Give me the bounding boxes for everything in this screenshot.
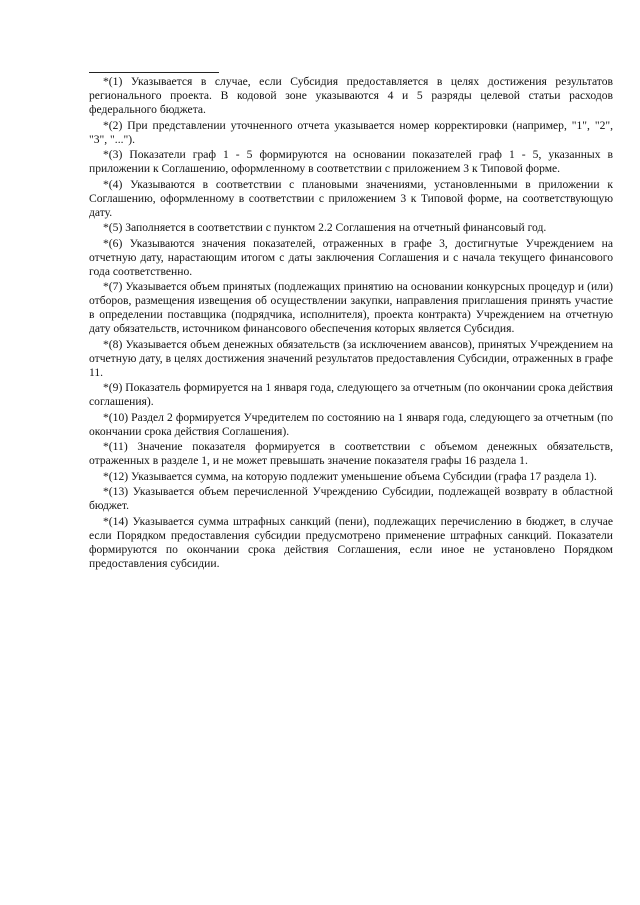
footnote-4: *(4) Указываются в соответствии с плановыми значениями, установленными в приложении к Соглашению, оформленному в соответствии с приложением 3 к Типовой форме, на соответствующую дату. xyxy=(89,177,613,219)
footnotes-section xyxy=(89,72,613,572)
footnotes-list xyxy=(89,75,613,571)
footnote-6: *(6) Указываются значения показателей, отраженных в графе 3, достигнутые Учреждением на отчетную дату, нарастающим итогом с даты заключения Соглашения и с начала текущего финансового года соответственно. xyxy=(89,236,613,278)
footnote-12: *(12) Указывается сумма, на которую подлежит уменьшение объема Субсидии (графа 17 раздела 1). xyxy=(103,469,597,483)
footnote-2: *(2) При представлении уточненного отчета указывается номер корректировки (например, "1", "2", "3", "..."). xyxy=(89,118,613,146)
footnote-1: *(1) Указывается в случае, если Субсидия предоставляется в целях достижения результатов регионального проекта. В кодовой зоне указываются 4 и 5 разряды целевой статьи расходов федерального бюджета. xyxy=(89,75,613,116)
footnote-14: *(14) Указывается сумма штрафных санкций (пени), подлежащих перечислению в бюджет, в случае если Порядком предоставления субсидии предусмотрено применение штрафных санкций. Показатели формируются по окончании срока действия Соглашения, если иное не установлено Порядком предоставления субсидии. xyxy=(89,514,613,570)
footnote-13: *(13) Указывается объем перечисленной Учреждению Субсидии, подлежащей возврату в областной бюджет. xyxy=(89,485,613,512)
footnote-3: *(3) Показатели граф 1 - 5 формируются на основании показателей граф 1 - 5, указанных в приложении к Соглашению, оформленному в соответствии с приложением 3 к Типовой форме. xyxy=(89,148,613,175)
footnote-8: *(8) Указывается объем денежных обязательств (за исключением авансов), принятых Учреждением на отчетную дату, в целях достижения значений результатов предоставления Субсидии, отраженных в графе 11. xyxy=(89,337,613,379)
footnote-10: *(10) Раздел 2 формируется Учредителем по состоянию на 1 января года, следующего за отчетным (по окончании срока действия Соглашения). xyxy=(89,410,613,438)
footnote-7: *(7) Указывается объем принятых (подлежащих принятию на основании конкурсных процедур и (или) отборов, размещения извещения об осуществлении закупки, направления приглашения принять участие в определении поставщика (подрядчика, исполнителя), проекта контракта) Учреждением на отчетную дату обязательств, источником финансового обеспечения которых является Субсидия. xyxy=(89,280,613,335)
footnote-11: *(11) Значение показателя формируется в соответствии с объемом денежных обязательств, отраженных в разделе 1, и не может превышать значение показателя графы 16 раздела 1. xyxy=(89,440,613,467)
footnote-separator-line xyxy=(89,72,219,73)
footnote-5: *(5) Заполняется в соответствии с пунктом 2.2 Соглашения на отчетный финансовый год. xyxy=(103,221,547,234)
footnote-9: *(9) Показатель формируется на 1 января года, следующего за отчетным (по окончании срока действия соглашения). xyxy=(89,381,613,408)
